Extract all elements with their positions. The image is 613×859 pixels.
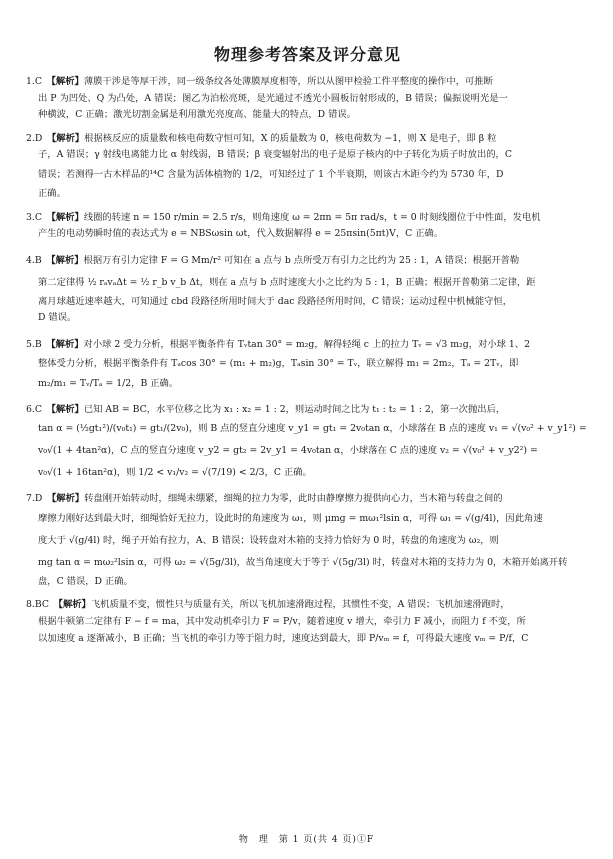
answer-line: [26, 373, 589, 395]
analysis-tag: 【解析】: [51, 403, 84, 415]
answer-line: [26, 440, 589, 462]
answer-line: [26, 597, 589, 614]
answer-list: [26, 74, 589, 647]
answer-item: [26, 597, 589, 647]
answer-text: 根据牛顿第二定律有 F − f = ma，其中发动机牵引力 F = P/v，随着速度 v 增大，牵引力 F 减小，而阻力 f 不变，所: [38, 615, 526, 627]
question-number: 3.C: [26, 211, 52, 223]
answer-line: [26, 164, 589, 186]
answer-line: [26, 250, 589, 272]
answer-text: 摩擦力刚好达到最大时，细绳恰好无拉力，设此时的角速度为 ω₁，则 μmg = mω₁²lsin α，可得 ω₁ = √(g/4l)，因此角速: [38, 512, 543, 524]
page-footer: 物 理 第 1 页(共 4 页)①F: [238, 835, 375, 845]
answer-line: [26, 272, 589, 294]
analysis-tag: 【解析】: [51, 211, 84, 223]
answer-text: 子，A 错误；γ 射线电离能力比 α 射线弱，B 错误；β 衰变辐射出的电子是原子核内的中子转化为质子时放出的，C: [38, 149, 512, 161]
answer-text: 错误；若测得一古木样品的¹⁴C 含量为活体植物的 1/2，可知经过了 1 个半衰期，则该古木距今约为 5730 年，D: [38, 168, 504, 180]
answer-line: [26, 310, 589, 327]
answer-item: [26, 491, 589, 590]
answer-text: tan α = (½gt₁²)/(v₀t₁) = gt₁/(2v₀)，则 B 点的竖直分速度 v_y1 = gt₁ = 2v₀tan α，小球落在 B 点的速度 v₁ = √(v₀² + v_y1²) =: [38, 423, 587, 435]
answer-text: 线圈的转速 n = 150 r/min = 2.5 r/s，则角速度 ω = 2πn = 5π rad/s，t = 0 时刻线圈位于中性面，发电机: [83, 211, 541, 223]
answer-item: [26, 131, 589, 203]
answer-text: 盘，C 错误，D 正确。: [38, 575, 133, 587]
answer-line: [26, 552, 589, 574]
answer-line: [26, 294, 589, 311]
answer-line: [26, 530, 589, 552]
question-number: 7.D: [26, 493, 52, 505]
analysis-tag: 【解析】: [51, 338, 84, 350]
question-number: 6.C: [26, 403, 52, 415]
answer-text: 薄膜干涉是等厚干涉，同一级条纹各处薄膜厚度相等，所以从图甲检验工件平整度的操作中，可推断: [83, 76, 493, 87]
answer-line: [26, 210, 589, 227]
analysis-tag: 【解析】: [51, 493, 85, 505]
answer-line: [26, 631, 589, 648]
answer-text: 正确。: [38, 187, 66, 199]
question-number: 4.B: [26, 254, 51, 266]
answer-text: D 错误。: [38, 312, 77, 324]
answer-text: m₂/m₁ = Tᵥ/Tₐ = 1/2，B 正确。: [38, 377, 179, 389]
answer-line: [26, 462, 589, 484]
answer-line: [26, 402, 589, 419]
answer-text: mg tan α = mω₂²lsin α，可得 ω₂ = √(5g/3l)，故当角速度大于等于 √(5g/3l) 时，转盘对木箱的支持力为 0，木箱开始离开转: [38, 556, 568, 568]
answer-text: v₀√(1 + 4tan²α)，C 点的竖直分速度 v_y2 = gt₂ = 2v_y1 = 4v₀tan α，小球落在 C 点的速度 v₂ = √(v₀² + v_y2²) =: [38, 445, 538, 457]
answer-line: [26, 74, 589, 91]
answer-item: [26, 402, 589, 485]
answer-text: 已知 AB = BC，水平位移之比为 x₁ : x₂ = 1 : 2，则运动时间之比为 t₁ : t₂ = 1 : 2，第一次抛出后，: [83, 403, 506, 415]
answer-item: [26, 210, 589, 243]
answer-text: 出 P 为凹处、Q 为凸处，A 错误；图乙为泊松亮斑，是光通过不透光小圆板衍射形成的，B 错误；偏振说明光是一: [38, 92, 508, 104]
analysis-tag: 【解析】: [51, 76, 84, 87]
answer-line: [26, 147, 589, 164]
answer-text: 离月球越近速率越大，可知通过 cbd 段路径所用时间大于 dac 段路径所用时间，C 错误；运动过程中机械能守恒，: [38, 295, 513, 307]
answer-item: [26, 74, 589, 124]
analysis-tag: 【解析】: [58, 599, 91, 611]
answer-text: 产生的电动势瞬时值的表达式为 e = NBSωsin ωt，代入数据解得 e = 25πsin(5πt)V，C 正确。: [38, 228, 444, 240]
answer-line: [26, 226, 589, 243]
answer-item: [26, 250, 589, 327]
answer-line: [26, 91, 589, 108]
answer-text: 以加速度 a 逐渐减小，B 正确；当飞机的牵引力等于阻力时，速度达到最大，即 P/vₘ = f，可得最大速度 vₘ = P/f，C: [38, 632, 529, 644]
answer-line: [26, 107, 589, 124]
answer-text: 飞机质量不变，惯性只与质量有关，所以飞机加速滑跑过程，其惯性不变，A 错误；飞机加速滑跑时，: [90, 599, 510, 611]
answer-text: 种横波，C 正确；激光切割金属是利用激光亮度高、能量大的特点，D 错误。: [38, 109, 356, 121]
question-number: 2.D: [26, 132, 52, 144]
answer-line: [26, 334, 589, 356]
answer-text: v₀√(1 + 16tan²α)，则 1/2 < v₁/v₂ = √(7/19) < 2/3，C 正确。: [38, 467, 312, 479]
question-number: 5.B: [26, 338, 51, 350]
page-title: 物理参考答案及评分意见: [213, 45, 401, 64]
analysis-tag: 【解析】: [51, 254, 84, 266]
answer-text: 对小球 2 受力分析，根据平衡条件有 Tᵥtan 30° = m₂g，解得轻绳 c 上的拉力 Tᵥ = √3 m₂g，对小球 1、2: [83, 338, 531, 350]
answer-text: 根据核反应的质量数和核电荷数守恒可知，X 的质量数为 0，核电荷数为 −1，则 X 是电子，即 β 粒: [84, 132, 497, 144]
answer-text: 整体受力分析，根据平衡条件有 Tₐcos 30° = (m₁ + m₂)g，Tₐsin 30° = Tᵥ，联立解得 m₁ = 2m₂，Tₐ = 2Tᵥ，即: [38, 357, 519, 369]
question-number: 8.BC: [26, 599, 59, 611]
answer-text: 根据万有引力定律 F = G Mm/r² 可知在 a 点与 b 点所受万有引力之比约为 25 : 1，A 错误；根据开普勒: [83, 254, 520, 266]
answer-line: [26, 131, 589, 148]
answer-line: [26, 614, 589, 631]
answer-text: 度大于 √(g/4l) 时，绳子开始有拉力，A、B 错误；设转盘对木箱的支持力恰好为 0 时，转盘的角速度为 ω₂，则: [38, 534, 499, 546]
answer-line: [26, 491, 589, 508]
answer-line: [26, 356, 589, 373]
answer-line: [26, 186, 589, 203]
answer-line: [26, 418, 589, 440]
answer-line: [26, 574, 589, 591]
answer-item: [26, 334, 589, 395]
answer-text: 转盘刚开始转动时，细绳未绷紧，细绳的拉力为零，此时由静摩擦力提供向心力，当木箱与转盘之间的: [84, 493, 503, 505]
question-number: 1.C: [26, 76, 52, 87]
analysis-tag: 【解析】: [51, 132, 85, 144]
answer-text: 第二定律得 ½ rₐvₐΔt = ½ r_b v_b Δt，则在 a 点与 b 点时速度大小之比约为 5 : 1，B 正确；根据开普勒第二定律，距: [38, 276, 536, 288]
answer-line: [26, 508, 589, 530]
